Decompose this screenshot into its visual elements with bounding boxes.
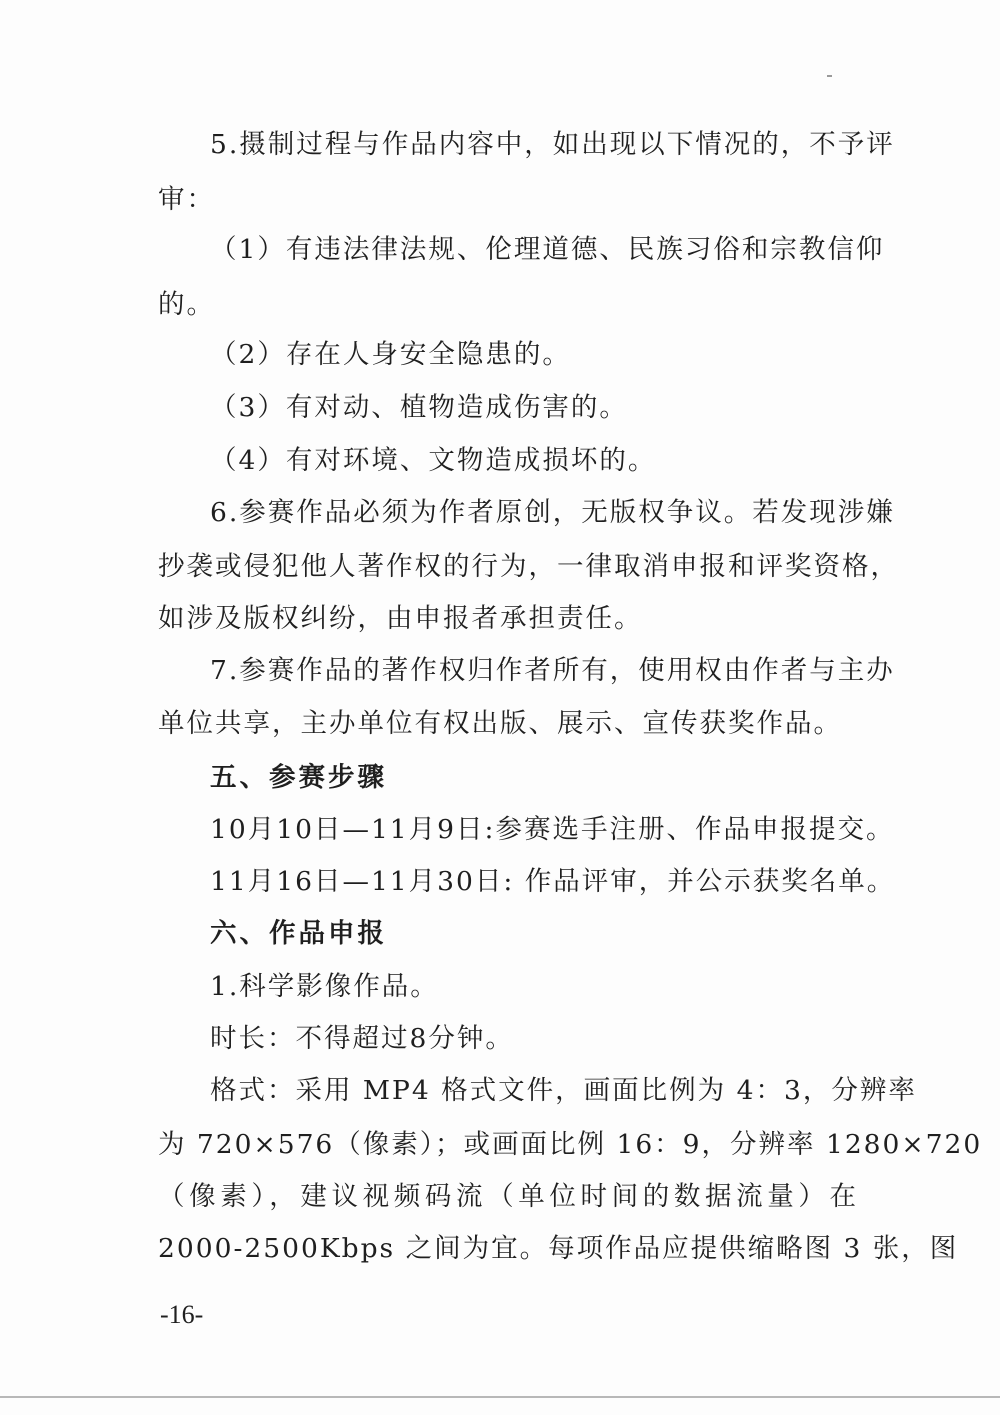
subsection-1: 1.科学影像作品。 [210, 971, 439, 1002]
schedule-line-1: 10月10日—11月9日:参赛选手注册、作品申报提交。 [210, 814, 895, 845]
paragraph-6-line-2: 抄袭或侵犯他人著作权的行为，一律取消申报和评奖资格， [158, 551, 899, 582]
item-4: （4）有对环境、文物造成损坏的。 [210, 445, 657, 476]
paragraph-6-line-1: 6.参赛作品必须为作者原创，无版权争议。若发现涉嫌 [210, 497, 895, 528]
paragraph-7-line-2: 单位共享，主办单位有权出版、展示、宣传获奖作品。 [158, 708, 842, 739]
page-number: -16- [160, 1300, 204, 1329]
bottom-scan-edge [0, 1396, 1000, 1398]
paragraph-5-line-1: 5.摄制过程与作品内容中，如出现以下情况的，不予评 [210, 129, 895, 160]
format-line-3: （像素），建议视频码流（单位时间的数据流量）在 [158, 1181, 858, 1212]
paragraph-6-line-3: 如涉及版权纠纷，由申报者承担责任。 [158, 603, 643, 634]
item-2: （2）存在人身安全隐患的。 [210, 339, 571, 370]
schedule-line-2: 11月16日—11月30日: 作品评审，并公示获奖名单。 [210, 866, 896, 897]
section-heading-6: 六、作品申报 [210, 918, 387, 949]
section-heading-5: 五、参赛步骤 [210, 762, 387, 793]
format-line-1: 格式：采用 MP4 格式文件，画面比例为 4：3，分辨率 [210, 1075, 917, 1106]
format-line-2: 为 720×576（像素）；或画面比例 16：9，分辨率 1280×720 [158, 1129, 983, 1160]
format-line-4: 2000-2500Kbps 之间为宜。每项作品应提供缩略图 3 张，图 [158, 1233, 959, 1264]
scan-speck [827, 75, 832, 77]
paragraph-5-line-2: 审： [158, 184, 215, 215]
paragraph-7-line-1: 7.参赛作品的著作权归作者所有，使用权由作者与主办 [210, 655, 895, 686]
item-3: （3）有对动、植物造成伤害的。 [210, 392, 628, 423]
item-1-line-2: 的。 [158, 289, 215, 320]
item-1-line-1: （1）有违法律法规、伦理道德、民族习俗和宗教信仰 [210, 234, 885, 265]
duration-line: 时长：不得超过8分钟。 [210, 1023, 514, 1054]
